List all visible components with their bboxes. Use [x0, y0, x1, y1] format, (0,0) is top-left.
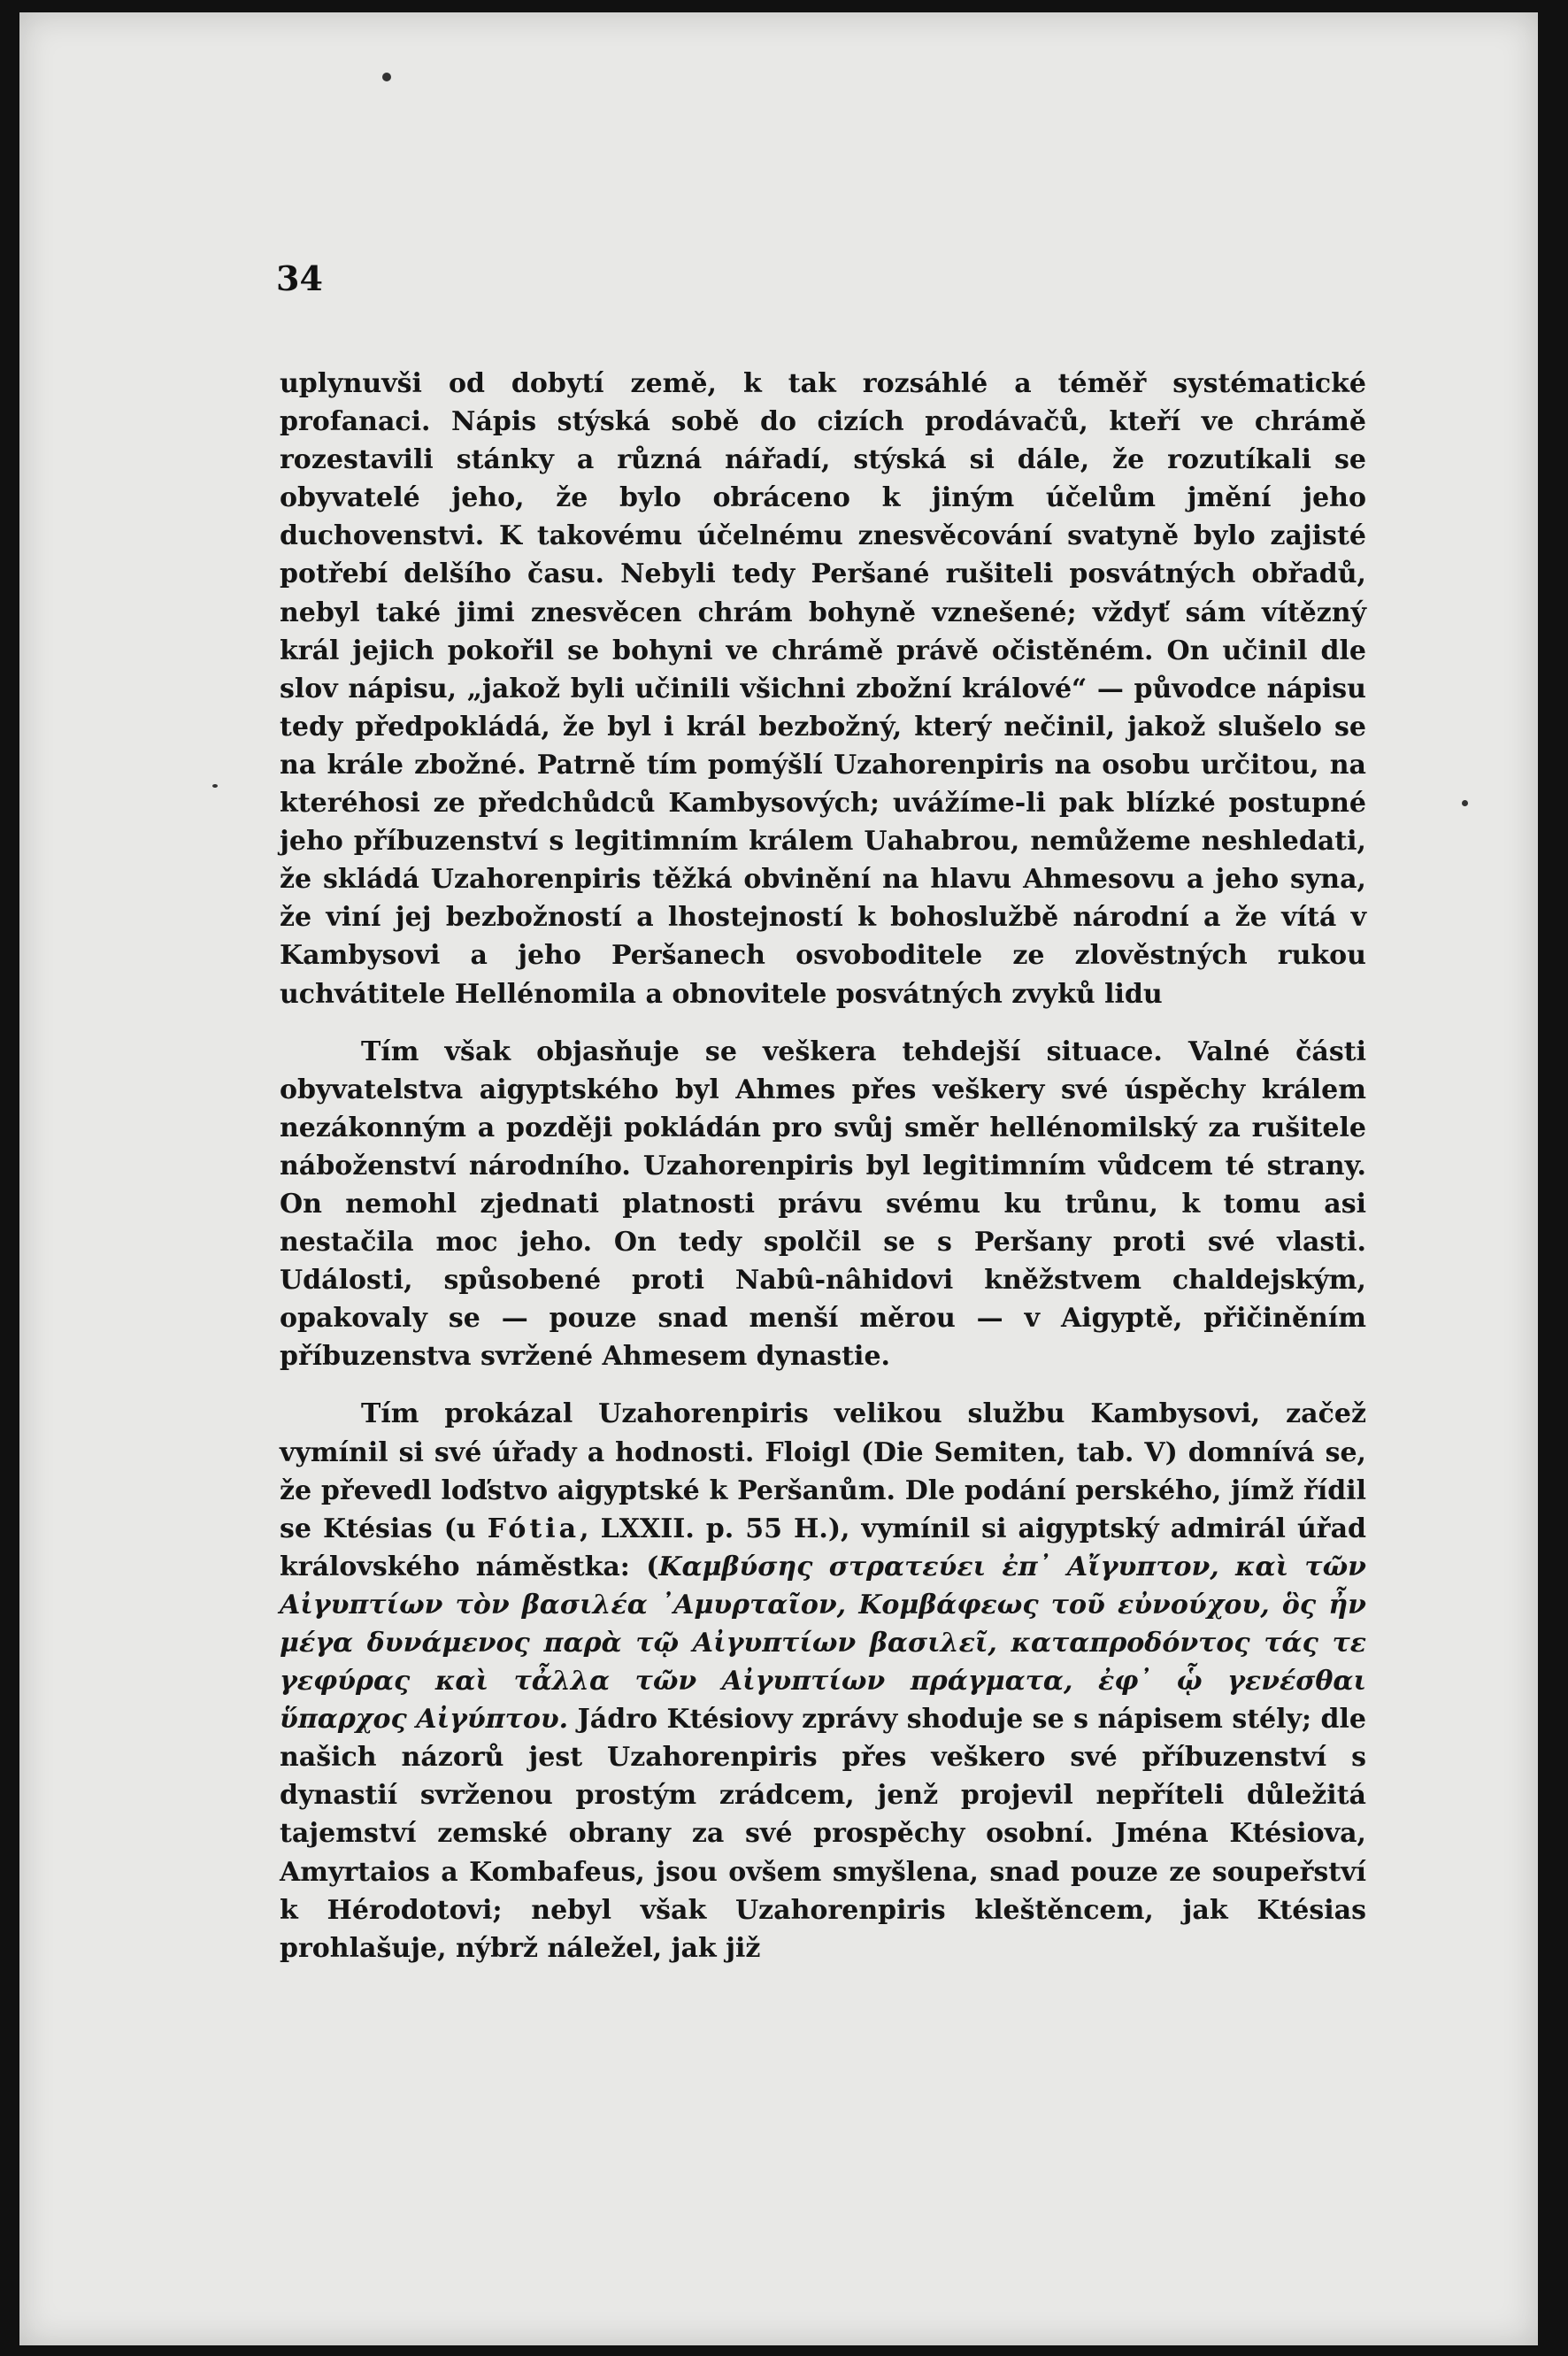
paragraph-3 [280, 1395, 1366, 1967]
page-number: 34 [276, 258, 323, 298]
paragraph-3-part-1: Tím prokázal Uzahorenpiris velikou službu Kambysovi, začež vymínil si své úřady a hodnosti. Floigl (Die Semiten, tab. V) domnívá se, že převedl loďstvo aigyptské k Peršanům. Dle podání perského, jímž řídil se Ktésias (u [280, 1398, 1366, 1544]
book-page [19, 12, 1538, 2345]
scan-speck [1462, 800, 1468, 806]
scan-speck [382, 73, 391, 81]
greek-quotation: Καμβύσης στρατεύει ἐπ᾽ Αἴγυπτον, καὶ τῶν Αἰγυπτίων τὸν βασιλέα ᾽Αμυρταῖον, Κομβάφεως τοῦ εὐνούχου, ὃς ἦν μέγα δυνάμενος παρὰ τῷ Αἰγυπτίων βασιλεῖ, καταπροδόντος τάς τε γεφύρας καὶ τἆλλα τῶν Αἰγυπτίων πράγματα, ἐφ᾽ ᾧ γενέσθαι ὕπαρχος Αἰγύπτου. [280, 1551, 1366, 1736]
paragraph-3-part-2: , LXXII. p. 55 H.), vymínil si aigyptský admirál úřad královského náměstka: ( [280, 1513, 1366, 1582]
author-name: Fótia [487, 1513, 580, 1544]
scan-speck [212, 784, 218, 788]
body-text [280, 365, 1366, 1967]
paragraph-1: uplynuvši od dobytí země, k tak rozsáhlé a téměř systématické profanaci. Nápis stýská sobě do cizích prodávačů, kteří ve chrámě rozestavili stánky a různá nářadí, stýská si dále, že rozutíkali se obyvatelé jeho, že bylo obráceno k jiným účelům jmění jeho duchovenstvi. K takovému účelnému znesvěcování svatyně bylo zajisté potřebí delšího času. Nebyli tedy Peršané rušiteli posvátných obřadů, nebyl také jimi znesvěcen chrám bohyně vznešené; vždyť sám vítězný král jejich pokořil se bohyni ve chrámě právě očistěném. On učinil dle slov nápisu, „jakož byli učinili všichni zbožní králové“ — původce nápisu tedy předpokládá, že byl i král bezbožný, který nečinil, jakož slušelo se na krále zbožné. Patrně tím pomýšlí Uzahorenpiris na osobu určitou, na kteréhosi ze předchůdců Kambysových; uvážíme-li pak blízké postupné jeho příbuzenství s legitimním králem Uahabrou, nemůžeme neshledati, že skládá Uzahorenpiris těžká obvinění na hlavu Ahmesovu a jeho syna, že viní jej bezbožností a lhostejností k bohoslužbě národní a že vítá v Kambysovi a jeho Peršanech osvoboditele ze zlověstných rukou uchvátitele Hellénomila a obnovitele posvátných zvyků lidu [280, 368, 1366, 1010]
paragraph-2: Tím však objasňuje se veškera tehdejší situace. Valné části obyvatelstva aigyptského byl Ahmes přes veškery své úspěchy králem nezákonným a později pokládán pro svůj směr hellénomilský za rušitele náboženství národního. Uzahorenpiris byl legitimním vůdcem té strany. On nemohl zjednati platnosti právu svému ku trůnu, k tomu asi nestačila moc jeho. On tedy spolčil se s Peršany proti své vlasti. Události, spůsobené proti Nabû-nâhidovi kněžstvem chaldejským, opakovaly se — pouze snad menší měrou — v Aigyptě, přičiněním příbuzenstva svržené Ahmesem dynastie. [280, 1036, 1366, 1373]
paragraph-3-part-3: Jádro Ktésiovy zprávy shoduje se s nápisem stély; dle našich názorů jest Uzahorenpiris přes veškero své příbuzenství s dynastií svrženou prostým zrádcem, jenž projevil nepříteli důležitá tajemství zemské obrany za své prospěchy osobní. Jména Ktésiova, Amyrtaios a Kombafeus, jsou ovšem smyšlena, snad pouze ze soupeřství k Hérodotovi; nebyl však Uzahorenpiris kleštěncem, jak Ktésias prohlašuje, nýbrž náležel, jak již [280, 1704, 1366, 1964]
